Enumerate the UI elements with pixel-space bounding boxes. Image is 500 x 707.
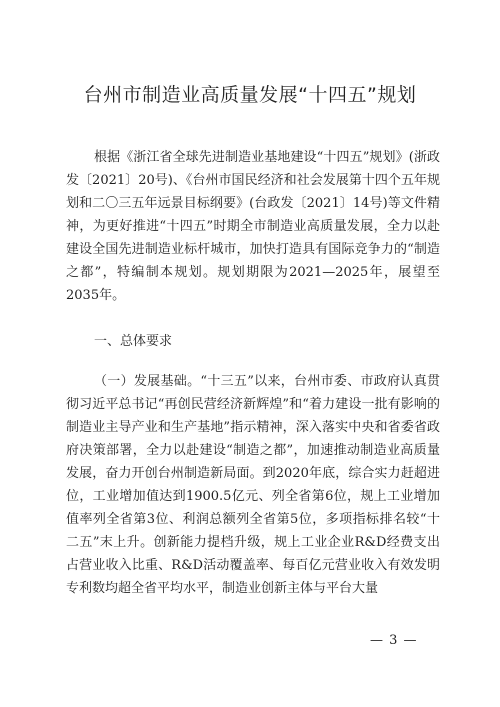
section-heading: 一、总体要求 [94,334,173,349]
document-title: 台州市制造业高质量发展“十四五”规划 [83,84,417,106]
intro-paragraph: 根据《浙江省全球先进制造业基地建设“十四五”规划》(浙政发〔2021〕20号)、《台州市国民经济和社会发展第十四个五年规划和二〇三五年远景目标纲要》(台政发〔2021〕14号)等文件精神，为更好推进“十四五”时期全市制造业高质量发展，全力以赴建设全国先进制造业标杆城市，加快打造具有国际竞争力的“制造之都”，特编制本规划。规划期限为2021—2025年，展望至2035年。 [66,150,440,303]
page-number: — 3 — [370,633,418,648]
section-paragraph: （一）发展基础。“十三五”以来，台州市委、市政府认真贯彻习近平总书记“再创民营经济新辉煌”和“着力建设一批有影响的制造业主导产业和生产基地”指示精神，深入落实中央和省委省政府决策部署，全力以赴建设“制造之都”，加速推动制造业高质量发展，奋力开创台州制造新局面。到2020年底，综合实力赶超进位，工业增加值达到1900.5亿元、列全省第6位，规上工业增加值率列全省第3位、利润总额列全省第5位，多项指标排名较“十二五”末上升。创新能力提档升级，规上工业企业R&D经费支出占营业收入比重、R&D活动覆盖率、每百亿元营业收入有效发明专利数均超全省平均水平，制造业创新主体与平台大量 [66,374,440,596]
